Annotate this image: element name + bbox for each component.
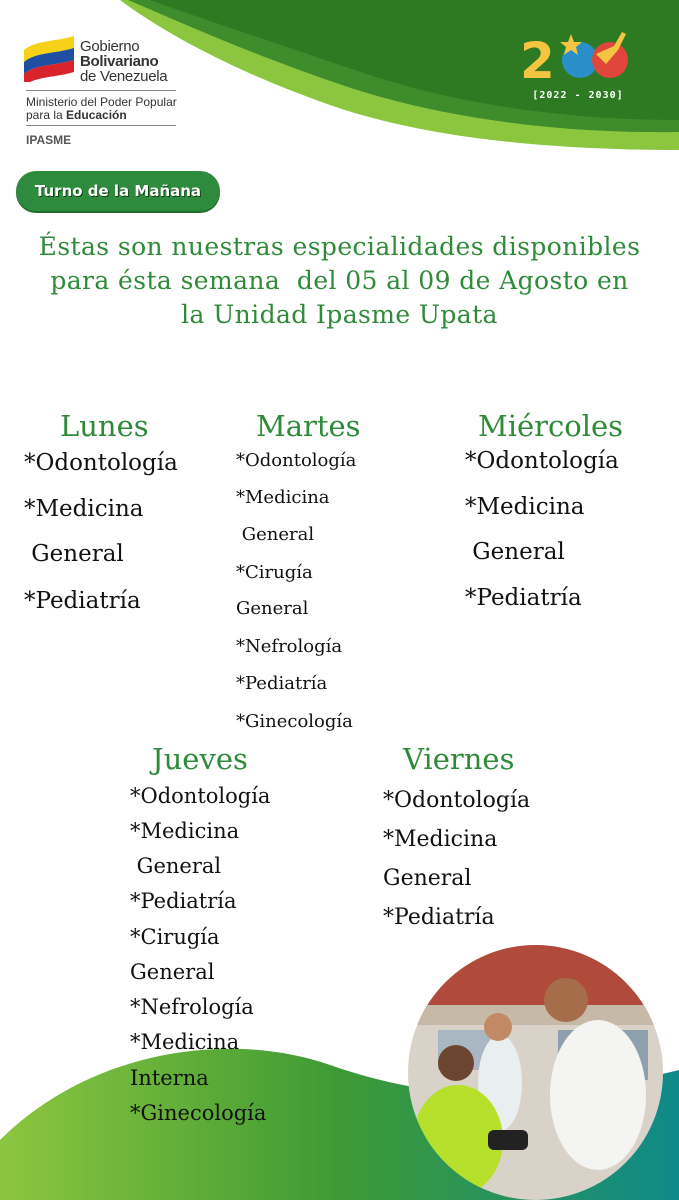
- day-item-jueves: *Ginecología: [130, 1101, 267, 1125]
- day-item-jueves: *Medicina: [130, 1030, 240, 1054]
- day-item-jueves: *Cirugía: [130, 925, 220, 949]
- gov-name-line2: Bolivariano: [80, 53, 159, 70]
- day-item-jueves: General: [130, 960, 215, 984]
- day-item-viernes: General: [383, 866, 472, 891]
- day-item-lunes: General: [24, 541, 124, 567]
- divider: [26, 90, 176, 91]
- government-logo: [24, 30, 184, 150]
- headline: [10, 230, 669, 332]
- day-item-martes: General: [236, 524, 315, 545]
- gov-name-line1: Gobierno: [80, 38, 140, 55]
- day-item-viernes: *Pediatría: [383, 905, 495, 930]
- venezuela-flag-icon: [24, 32, 74, 82]
- day-title-lunes: Lunes: [60, 409, 149, 443]
- day-title-miercoles: Miércoles: [478, 409, 624, 443]
- day-item-martes: General: [236, 598, 309, 619]
- day-item-jueves: *Pediatría: [130, 889, 237, 913]
- day-item-jueves: *Medicina: [130, 819, 240, 843]
- day-item-martes: *Ginecología: [236, 711, 353, 732]
- day-item-miercoles: *Odontología: [465, 448, 619, 474]
- day-item-jueves: *Nefrología: [130, 995, 254, 1019]
- ministry-bold: Educación: [66, 108, 127, 122]
- day-item-jueves: *Odontología: [130, 784, 271, 808]
- day-item-miercoles: *Pediatría: [465, 585, 582, 611]
- day-item-miercoles: *Medicina: [465, 494, 585, 520]
- headline-line2: para ésta semana del 05 al 09 de Agosto en: [50, 266, 629, 295]
- headline-line3: la Unidad Ipasme Upata: [181, 300, 498, 329]
- day-item-viernes: *Medicina: [383, 827, 498, 852]
- day-item-martes: *Cirugía: [236, 562, 313, 583]
- day-item-lunes: *Medicina: [24, 496, 144, 522]
- ministry-prefix: para la: [26, 108, 67, 122]
- day-item-jueves: Interna: [130, 1066, 209, 1090]
- day-item-martes: *Medicina: [236, 487, 330, 508]
- photo-illustration: [408, 945, 663, 1200]
- day-item-martes: *Odontología: [236, 450, 357, 471]
- day-item-lunes: *Pediatría: [24, 588, 141, 614]
- clinic-photo: [408, 945, 663, 1200]
- plan-years: [2022 - 2030]: [532, 90, 624, 101]
- day-item-martes: *Nefrología: [236, 636, 343, 657]
- day-title-jueves: Jueves: [152, 742, 248, 776]
- headline-line1: Éstas son nuestras especialidades disponibles: [38, 232, 641, 261]
- bicentennial-200-icon: [518, 24, 640, 90]
- day-item-martes: *Pediatría: [236, 673, 328, 694]
- day-item-lunes: *Odontología: [24, 450, 178, 476]
- gov-name-line3: de Venezuela: [80, 68, 168, 85]
- day-item-miercoles: General: [465, 539, 565, 565]
- plan-2030-logo: [518, 24, 640, 106]
- ministry-line1: Ministerio del Poder Popular: [26, 95, 177, 109]
- day-item-jueves: General: [130, 854, 222, 878]
- svg-text:2: 2: [520, 32, 555, 90]
- shift-badge: [16, 171, 220, 211]
- ministry-line2: [26, 109, 127, 122]
- divider: [26, 125, 176, 126]
- org-name: IPASME: [26, 133, 72, 147]
- day-title-viernes: Viernes: [403, 742, 515, 776]
- day-title-martes: Martes: [256, 409, 361, 443]
- shift-badge-label: Turno de la Mañana: [34, 182, 202, 200]
- day-item-viernes: *Odontología: [383, 788, 531, 813]
